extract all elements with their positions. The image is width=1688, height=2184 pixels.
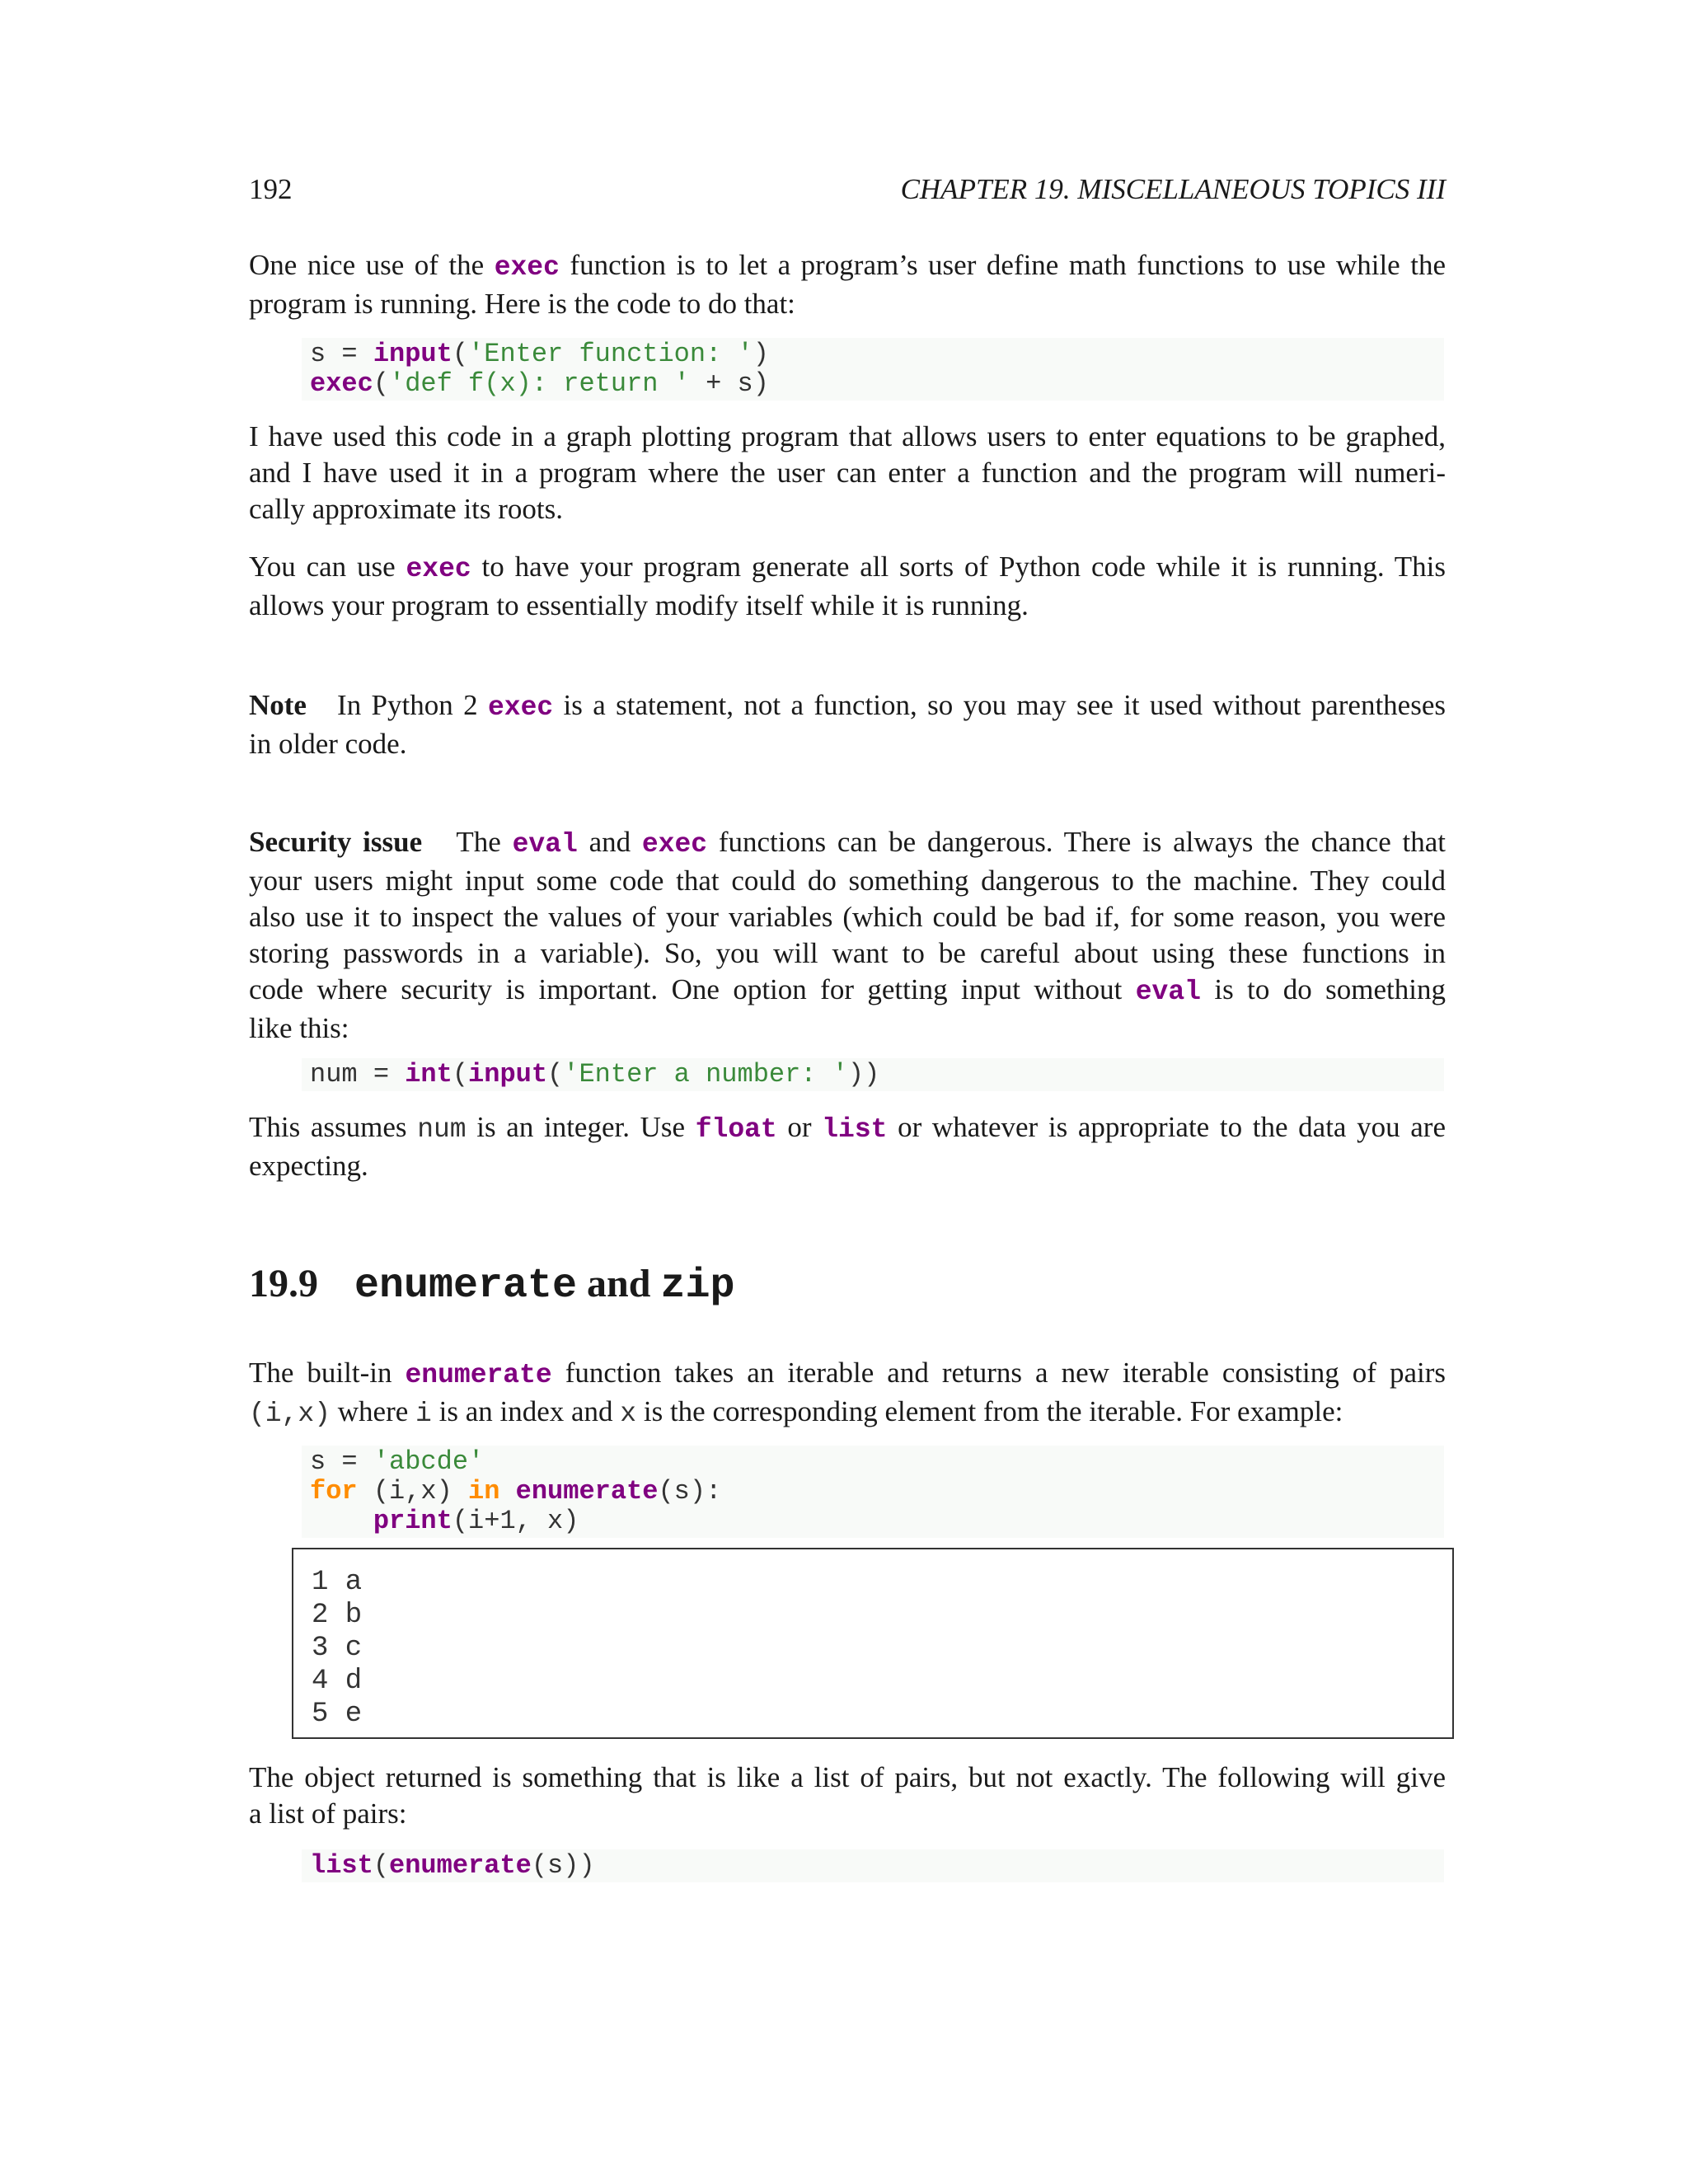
page-number: 192 — [249, 173, 293, 205]
chapter-header: CHAPTER 19. MISCELLANEOUS TOPICS III — [900, 173, 1446, 205]
output-box — [292, 1548, 1454, 1739]
output-line: 2 b — [312, 1600, 363, 1631]
note-paragraph: Note In Python 2 exec is a statement, not a function, so you may see it used without parentheses in older code. — [249, 689, 1446, 760]
security-label: Security issue — [249, 826, 423, 858]
paragraph-exec-generate: You can use exec to have your program generate all sorts of Python code while it is running. This allows your program to essentially modify itself while it is running. — [249, 551, 1447, 621]
section-heading: 19.9 enumerate and zip — [249, 1262, 735, 1310]
section-number: 19.9 — [249, 1262, 318, 1305]
code-block-enumerate: s = 'abcde' for (i,x) in enumerate(s): print(i+1, x) — [302, 1446, 1444, 1538]
code-block-list-enumerate: list(enumerate(s)) — [302, 1849, 1444, 1882]
code-block-int-input: num = int(input('Enter a number: ')) — [302, 1058, 1444, 1091]
output-line: 3 c — [312, 1633, 363, 1664]
inline-code: exec — [406, 554, 471, 584]
paragraph-num-integer: This assumes num is an integer. Use float or list or whatever is appropriate to the data you are expecting. — [249, 1111, 1446, 1182]
paragraph-object-returned: The object returned is something that is like a list of pairs, but not exactly. The following will give a list of pairs: — [249, 1761, 1446, 1830]
output-line: 4 d — [312, 1666, 363, 1697]
paragraph-exec-intro: One nice use of the exec function is to let a program’s user define math functions to use while the program is running. Here is the code to do that: — [249, 249, 1446, 320]
paragraph-graph-plotting: I have used this code in a graph plotting program that allows users to enter equations to be graphed, and I have used it in a program where the user can enter a function and the program will numeri- cally approximate its roots. — [249, 420, 1446, 525]
inline-code: exec — [494, 252, 560, 283]
output-line: 5 e — [312, 1699, 363, 1730]
note-label: Note — [249, 689, 307, 721]
security-paragraph: Security issue The eval and exec functions can be dangerous. There is always the chance that your users might input some code that could do something dangerous to the machine. They could also use it to inspect the values of your variables (which could be bad if, for some reason, you were storing passwords in a variable). So, you will want to be careful about using these functions in code where security is important. One option for getting input without eval is to do something like this: — [249, 826, 1446, 1044]
inline-code: exec — [487, 692, 554, 723]
paragraph-enumerate: The built-in enumerate function takes an iterable and returns a new iterable consisting of pairs (i,x) where i is an index and x is the corresponding element from the iterable. For example: — [249, 1357, 1446, 1429]
code-block-exec: s = input('Enter function: ') exec('def f(x): return ' + s) — [302, 338, 1444, 401]
output-line: 1 a — [312, 1567, 363, 1598]
